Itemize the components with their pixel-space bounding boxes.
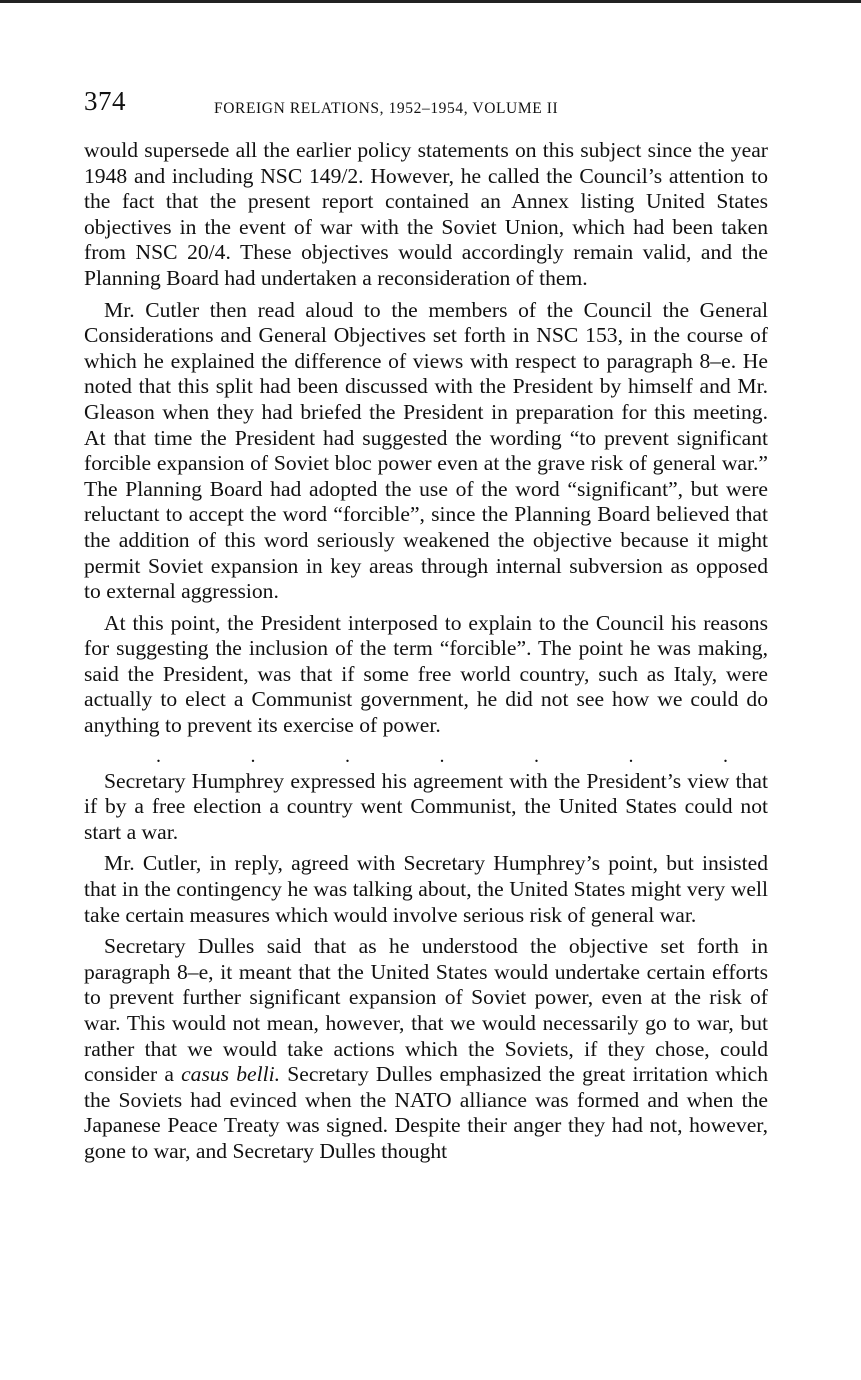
ellipsis-dot: . — [534, 744, 539, 767]
paragraph-dulles — [84, 934, 768, 1164]
page-header — [84, 86, 774, 122]
dulles-text-start: Secretary Dulles said that as he understood the objective set forth in paragraph 8–e, it meant that the United States would undertake certain efforts to prevent further significant expansion of Soviet power, even at the risk of war. This would not mean, however, that we would necessarily go to war, but rather that we would take actions which the Soviets, if they chose, could consider a — [84, 934, 768, 1087]
dulles-text-end: Secretary Dulles emphasized the great irritation which the Soviets had evinced when the NATO alliance was formed and when the Japanese Peace Treaty was signed. Despite their anger they had not, however, gone to war, and Secretary Dulles thought — [84, 1062, 768, 1163]
page-number: 374 — [84, 86, 126, 116]
top-rule — [0, 0, 861, 3]
paragraph-continuation: would supersede all the earlier policy statements on this subject since the year 1948 and including NSC 149/2. However, he called the Council’s attention to the fact that the present report contained an Annex listing United States objectives in the event of war with the Soviet Union, which had been taken from NSC 20/4. These objectives would accordingly remain valid, and the Planning Board had undertaken a reconsideration of them. — [84, 138, 768, 290]
body-text — [84, 138, 768, 1171]
paragraph-humphrey: Secretary Humphrey expressed his agreement with the President’s view that if by a free election a country went Communist, the United States could not start a war. — [84, 768, 768, 844]
ellipsis-dot: . — [345, 744, 350, 767]
ellipsis-dot: . — [250, 744, 256, 767]
omission-ellipsis — [84, 743, 768, 769]
dulles-italic-term: casus belli. — [181, 1062, 281, 1087]
ellipsis-dot: . — [723, 744, 728, 767]
ellipsis-dot: . — [439, 744, 445, 767]
paragraph-cutler-reading: Mr. Cutler then read aloud to the members of the Council the General Considerations and General Objectives set forth in NSC 153, in the course of which he explained the difference of views with respect to paragraph 8–e. He noted that this split had been discussed with the President by himself and Mr. Gleason when they had briefed the President in preparation for this meeting. At that time the President had suggested the wording “to prevent significant forcible expansion of Soviet bloc power even at the grave risk of general war.” The Planning Board had adopted the use of the word “significant”, but were reluctant to accept the word “forcible”, since the Planning Board believed that the addition of this word seriously weakened the objective because it might permit Soviet expansion in key areas through internal subversion as opposed to external aggression. — [84, 297, 768, 604]
paragraph-cutler-reply: Mr. Cutler, in reply, agreed with Secretary Humphrey’s point, but insisted that in the contingency he was talking about, the United States might very well take certain measures which would involve serious risk of general war. — [84, 851, 768, 927]
running-head: FOREIGN RELATIONS, 1952–1954, VOLUME II — [214, 100, 559, 117]
ellipsis-dot: . — [156, 744, 161, 767]
ellipsis-dot: . — [628, 744, 634, 767]
paragraph-president-forcible: At this point, the President interposed to explain to the Council his reasons for suggesting the inclusion of the term “forcible”. The point he was making, said the President, was that if some free world country, such as Italy, were actually to elect a Communist government, he did not see how we could do anything to prevent its exercise of power. — [84, 610, 768, 738]
